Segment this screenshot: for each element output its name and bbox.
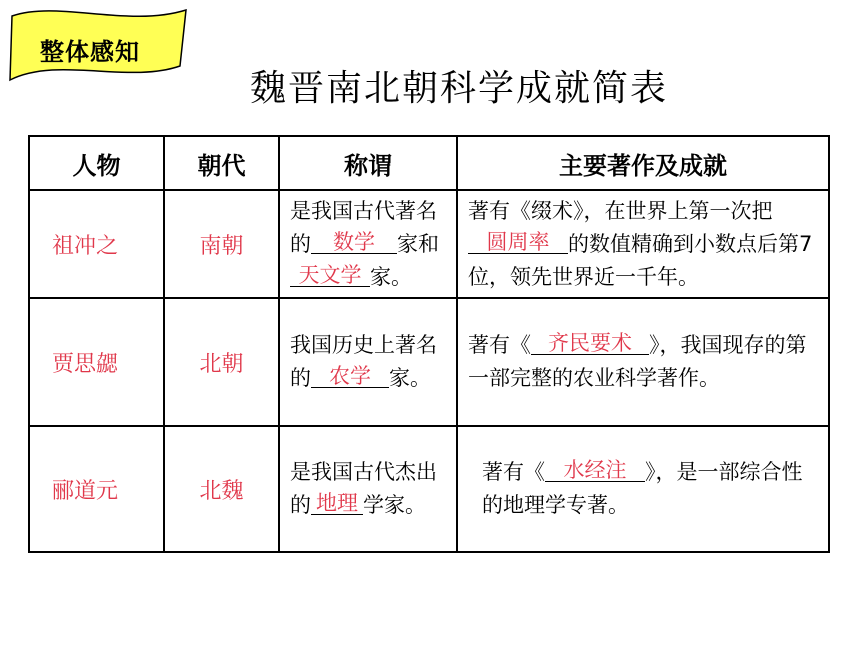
header-dynasty: 朝代 <box>164 136 279 190</box>
table-row <box>29 426 829 552</box>
title-cell <box>279 298 457 426</box>
table-row <box>29 190 829 298</box>
answer-blank: 齐民要术 <box>531 332 649 355</box>
title-text: 家。 <box>389 366 431 390</box>
answer-blank: 圆周率 <box>468 231 568 254</box>
works-text: 著有《 <box>468 333 531 357</box>
works-text: 著有《缀术》，在世界上第一次把 <box>468 198 773 223</box>
page-title: 魏晋南北朝科学成就简表 <box>250 68 669 109</box>
works-cell <box>457 190 829 298</box>
title-text: 我国历史上著名的 <box>290 333 437 390</box>
header-title: 称谓 <box>279 136 457 190</box>
person-name: 郦道元 <box>29 426 164 552</box>
person-name: 贾思勰 <box>29 298 164 426</box>
title-cell <box>279 426 457 552</box>
works-text: 的数值精确到小数点后第7位，领先世界近一千年。 <box>468 231 813 289</box>
section-banner <box>8 6 190 84</box>
works-cell <box>457 298 829 426</box>
answer-blank: 天文学 <box>290 264 370 287</box>
works-cell <box>457 426 829 552</box>
answer-blank: 数学 <box>311 231 397 254</box>
dynasty: 北朝 <box>164 298 279 426</box>
works-text: 》，我国现存的第一部完整的农业科学著作。 <box>468 333 807 390</box>
achievements-table <box>28 135 830 553</box>
title-text: 是我国古代著名的 <box>290 198 437 256</box>
table-header-row <box>29 136 829 190</box>
answer-blank: 地理 <box>311 492 363 515</box>
title-text: 是我国古代杰出的 <box>290 460 437 517</box>
person-name: 祖冲之 <box>29 190 164 298</box>
table-row <box>29 298 829 426</box>
answer-blank: 水经注 <box>545 459 645 482</box>
answer-blank: 农学 <box>311 365 389 388</box>
title-text: 家和 <box>397 231 439 256</box>
title-cell <box>279 190 457 298</box>
title-text: 家。 <box>370 264 412 289</box>
title-text: 学家。 <box>363 493 426 517</box>
works-text: 著有《 <box>482 460 545 484</box>
dynasty: 北魏 <box>164 426 279 552</box>
header-works: 主要著作及成就 <box>457 136 829 190</box>
dynasty: 南朝 <box>164 190 279 298</box>
works-text: 》，是一部综合性的地理学专著。 <box>482 460 803 517</box>
banner-label: 整体感知 <box>40 38 140 66</box>
header-person: 人物 <box>29 136 164 190</box>
